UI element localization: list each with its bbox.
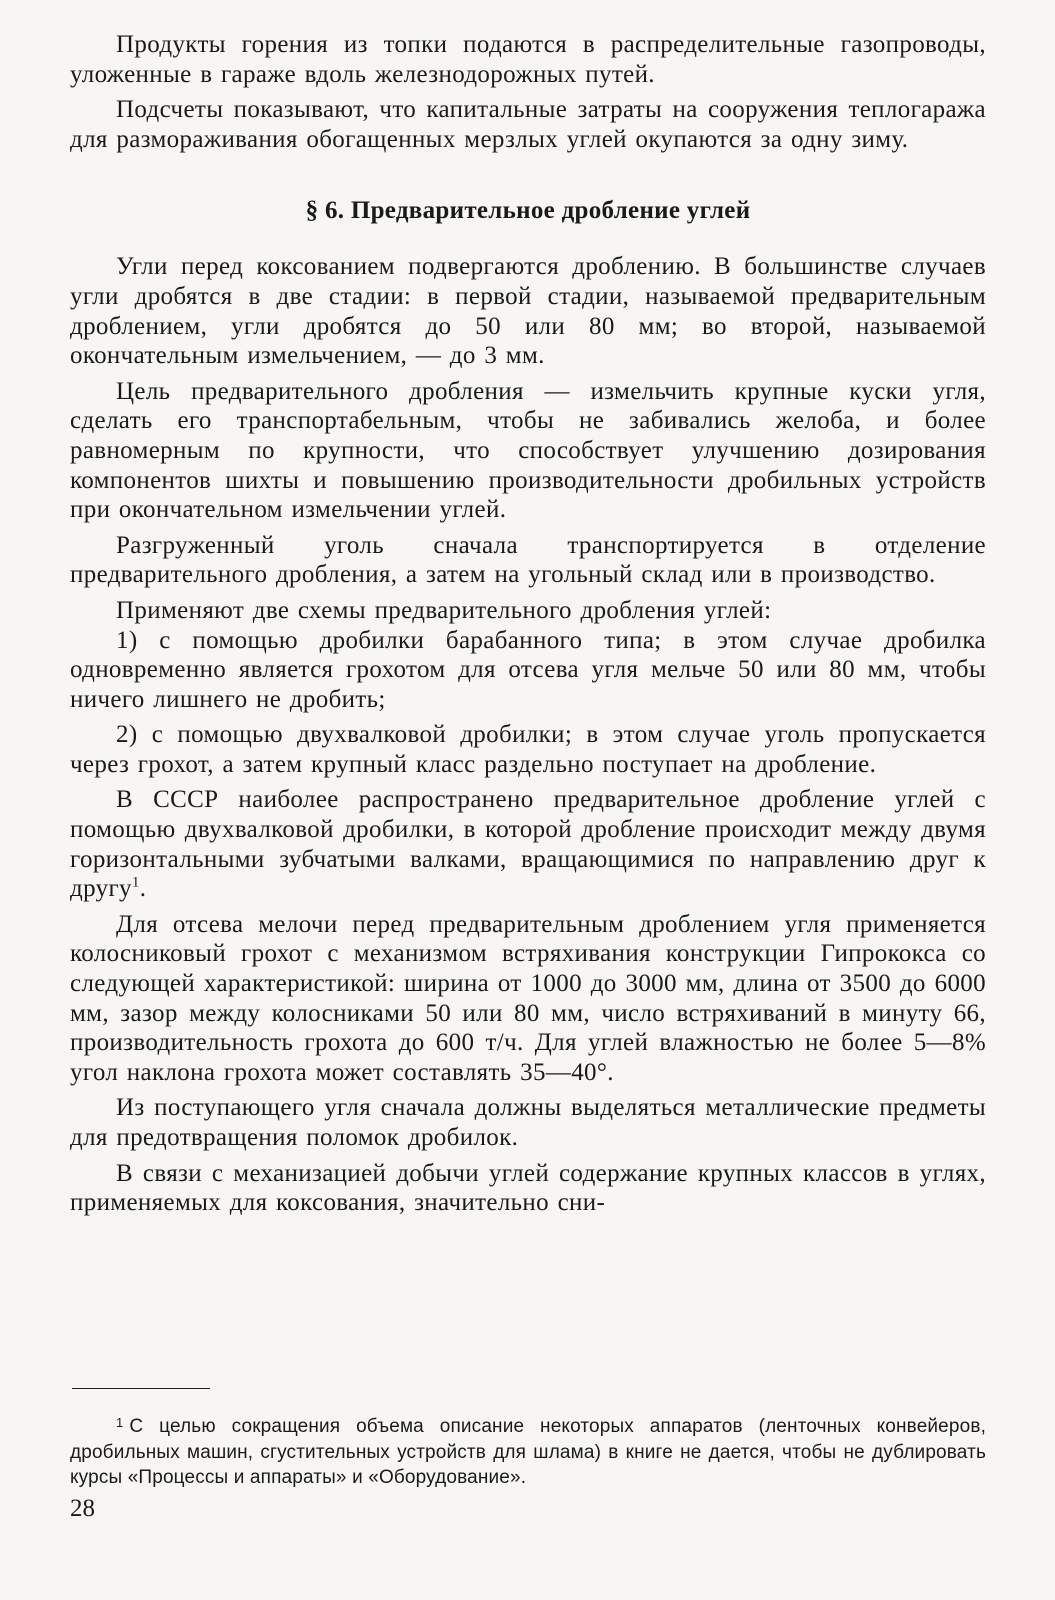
- footnote-mark: 1: [116, 1415, 124, 1430]
- paragraph-ussr-text: В СССР наиболее распространено предварительное дробление углей с помощью двухвалковой дробилки, в которой дробление происходит между двумя горизонтальными зубчатыми валками, вращающимися по направлению друг к другу: [70, 786, 986, 903]
- paragraph-1: Угли перед коксованием подвергаются дроблению. В большинстве случаев угли дробятся в две стадии: в первой стадии, называемой предварительным дроблением, угли дробятся до 50 или 80 мм; во второй, называемой окончательным измельчением, — до 3 мм.: [70, 253, 986, 370]
- footnote-divider: [72, 1388, 210, 1389]
- paragraph-metal: Из поступающего угля сначала должны выделяться металлические предметы для предотвращения поломок дробилок.: [70, 1094, 986, 1151]
- paragraph-screen: Для отсева мелочи перед предварительным дроблением угля применяется колосниковый грохот с механизмом встряхивания конструкции Гипрококса со следующей характеристикой: ширина от 1000 до 3000 мм, длина от 3500 до 6000 мм, зазор между колосниками 50 или 80 мм, число встряхиваний в минуту 66, производительность грохота до 600 т/ч. Для углей влажностью не более 5—8% угол наклона грохота может составлять 35—40°.: [70, 910, 986, 1086]
- paragraph-intro-1: Продукты горения из топки подаются в распределительные газопроводы, уложенные в гараже вдоль железнодорожных путей.: [70, 31, 986, 88]
- footnote: [70, 1410, 986, 1491]
- paragraph-3: Разгруженный уголь сначала транспортируется в отделение предварительного дробления, а затем на угольный склад или в производство.: [70, 531, 986, 589]
- footnote-reference: 1: [131, 874, 140, 891]
- paragraph-ussr-end: .: [139, 875, 147, 903]
- paragraph-mechanization: В связи с механизацией добычи углей содержание крупных классов в углях, применяемых для коксования, значительно сни-: [70, 1159, 986, 1217]
- paragraph-ussr: [70, 785, 986, 903]
- page-number: 28: [70, 1495, 95, 1522]
- list-item-2: 2) с помощью двухвалковой дробилки; в этом случае уголь пропускается через грохот, а затем крупный класс раздельно поступает на дробление.: [70, 721, 986, 778]
- paragraph-4: Применяют две схемы предварительного дробления углей:: [116, 596, 772, 624]
- text-column: [70, 30, 986, 1218]
- footnote-text: С целью сокращения объема описание некоторых аппаратов (ленточных конвейеров, дробильных машин, сгустительных устройств для шлама) в книге не дается, чтобы не дублировать курсы «Процессы и аппараты» и «Оборудование».: [70, 1416, 986, 1488]
- list-item-1: 1) с помощью дробилки барабанного типа; в этом случае дробилка одновременно является грохотом для отсева угля мельче 50 или 80 мм, чтобы ничего лишнего не дробить;: [70, 626, 986, 713]
- section-heading: § 6. Предварительное дробление углей: [305, 197, 751, 225]
- paragraph-intro-2: Подсчеты показывают, что капитальные затраты на сооружения теплогаража для размораживания обогащенных мерзлых углей окупаются за одну зиму.: [70, 96, 986, 153]
- paragraph-2: Цель предварительного дробления — измельчить крупные куски угля, сделать его транспортабельным, чтобы не забивались желоба, и более равномерным по крупности, что способствует улучшению дозирования компонентов шихты и повышению производительности дробильных устройств при окончательном измельчении углей.: [70, 377, 986, 524]
